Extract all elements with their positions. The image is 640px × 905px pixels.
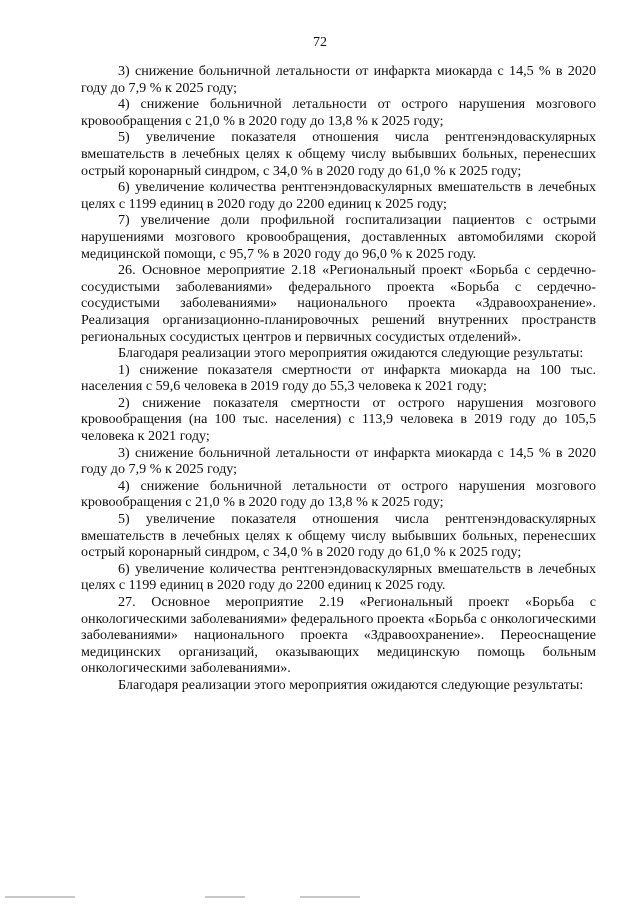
paragraph-result-4: 4) снижение больничной летальности от острого нарушения мозгового кровообращения с 21,0 % в 2020 году до 13,8 % к 2025 году;	[81, 96, 596, 129]
paragraph-result-3b: 3) снижение больничной летальности от инфаркта миокарда с 14,5 % в 2020 году до 7,9 % к 2025 году;	[81, 444, 596, 478]
page-number: 72	[313, 35, 327, 50]
paragraph-result-4b: 4) снижение больничной летальности от острого нарушения мозгового кровообращения с 21,0 % в 2020 году до 13,8 % к 2025 году;	[81, 477, 596, 511]
paragraph-result-2: 2) снижение показателя смертности от острого нарушения мозгового кровообращения (на 100 тыс. населения) с 113,9 человека в 2019 году до 105,5 человека к 2021 году;	[81, 394, 596, 445]
paragraph-measure-26: 26. Основное мероприятие 2.18 «Региональный проект «Борьба с сердечно-сосудистыми заболеваниями» федерального проекта «Борьба с сердечно-сосудистыми заболеваниями» национального проекта «Здравоохранение». Реализация организационно-планировочных решений внутренних пространств региональных сосудистых центров и первичных сосудистых отделений».	[81, 262, 596, 345]
paragraph-expected-results-intro-2: Благодаря реализации этого мероприятия ожидаются следующие результаты:	[118, 676, 584, 693]
paragraph-result-3: 3) снижение больничной летальности от инфаркта миокарда с 14,5 % в 2020 году до 7,9 % к 2025 году;	[81, 63, 596, 96]
scan-artifact-mid	[205, 896, 245, 898]
scan-artifact-right	[300, 896, 360, 898]
paragraph-expected-results-intro: Благодаря реализации этого мероприятия ожидаются следующие результаты:	[118, 345, 584, 362]
paragraph-result-7: 7) увеличение доли профильной госпитализации пациентов с острыми нарушениями мозгового кровообращения, доставленных автомобилями скорой медицинской помощи, с 95,7 % в 2020 году до 96,0 % к 2025 году.	[81, 212, 596, 262]
paragraph-result-6: 6) увеличение количества рентгенэндоваскулярных вмешательств в лечебных целях с 1199 единиц в 2020 году до 2200 единиц к 2025 году;	[81, 179, 596, 212]
paragraph-result-5b: 5) увеличение показателя отношения числа рентгенэндоваскулярных вмешательств в лечебных целях к общему числу выбывших больных, перенесших острый коронарный синдром, с 34,0 % в 2020 году до 61,0 % к 2025 году;	[81, 511, 596, 561]
paragraph-result-6b: 6) увеличение количества рентгенэндоваскулярных вмешательств в лечебных целях с 1199 единиц в 2020 году до 2200 единиц к 2025 году.	[81, 560, 596, 594]
paragraph-result-5: 5) увеличение показателя отношения числа рентгенэндоваскулярных вмешательств в лечебных целях к общему числу выбывших больных, перенесших острый коронарный синдром, с 34,0 % в 2020 году до 61,0 % к 2025 году;	[81, 129, 596, 179]
scan-artifact-left	[5, 896, 75, 898]
document-body	[81, 63, 596, 694]
paragraph-result-1: 1) снижение показателя смертности от инфаркта миокарда на 100 тыс. населения с 59,6 человека в 2019 году до 55,3 человека к 2021 году;	[81, 361, 596, 395]
paragraph-measure-27: 27. Основное мероприятие 2.19 «Региональный проект «Борьба с онкологическими заболеваниями» федерального проекта «Борьба с онкологическими заболеваниями» национального проекта «Здравоохранение». Переоснащение медицинских организаций, оказывающих медицинскую помощь больным онкологическими заболеваниями».	[81, 594, 596, 677]
